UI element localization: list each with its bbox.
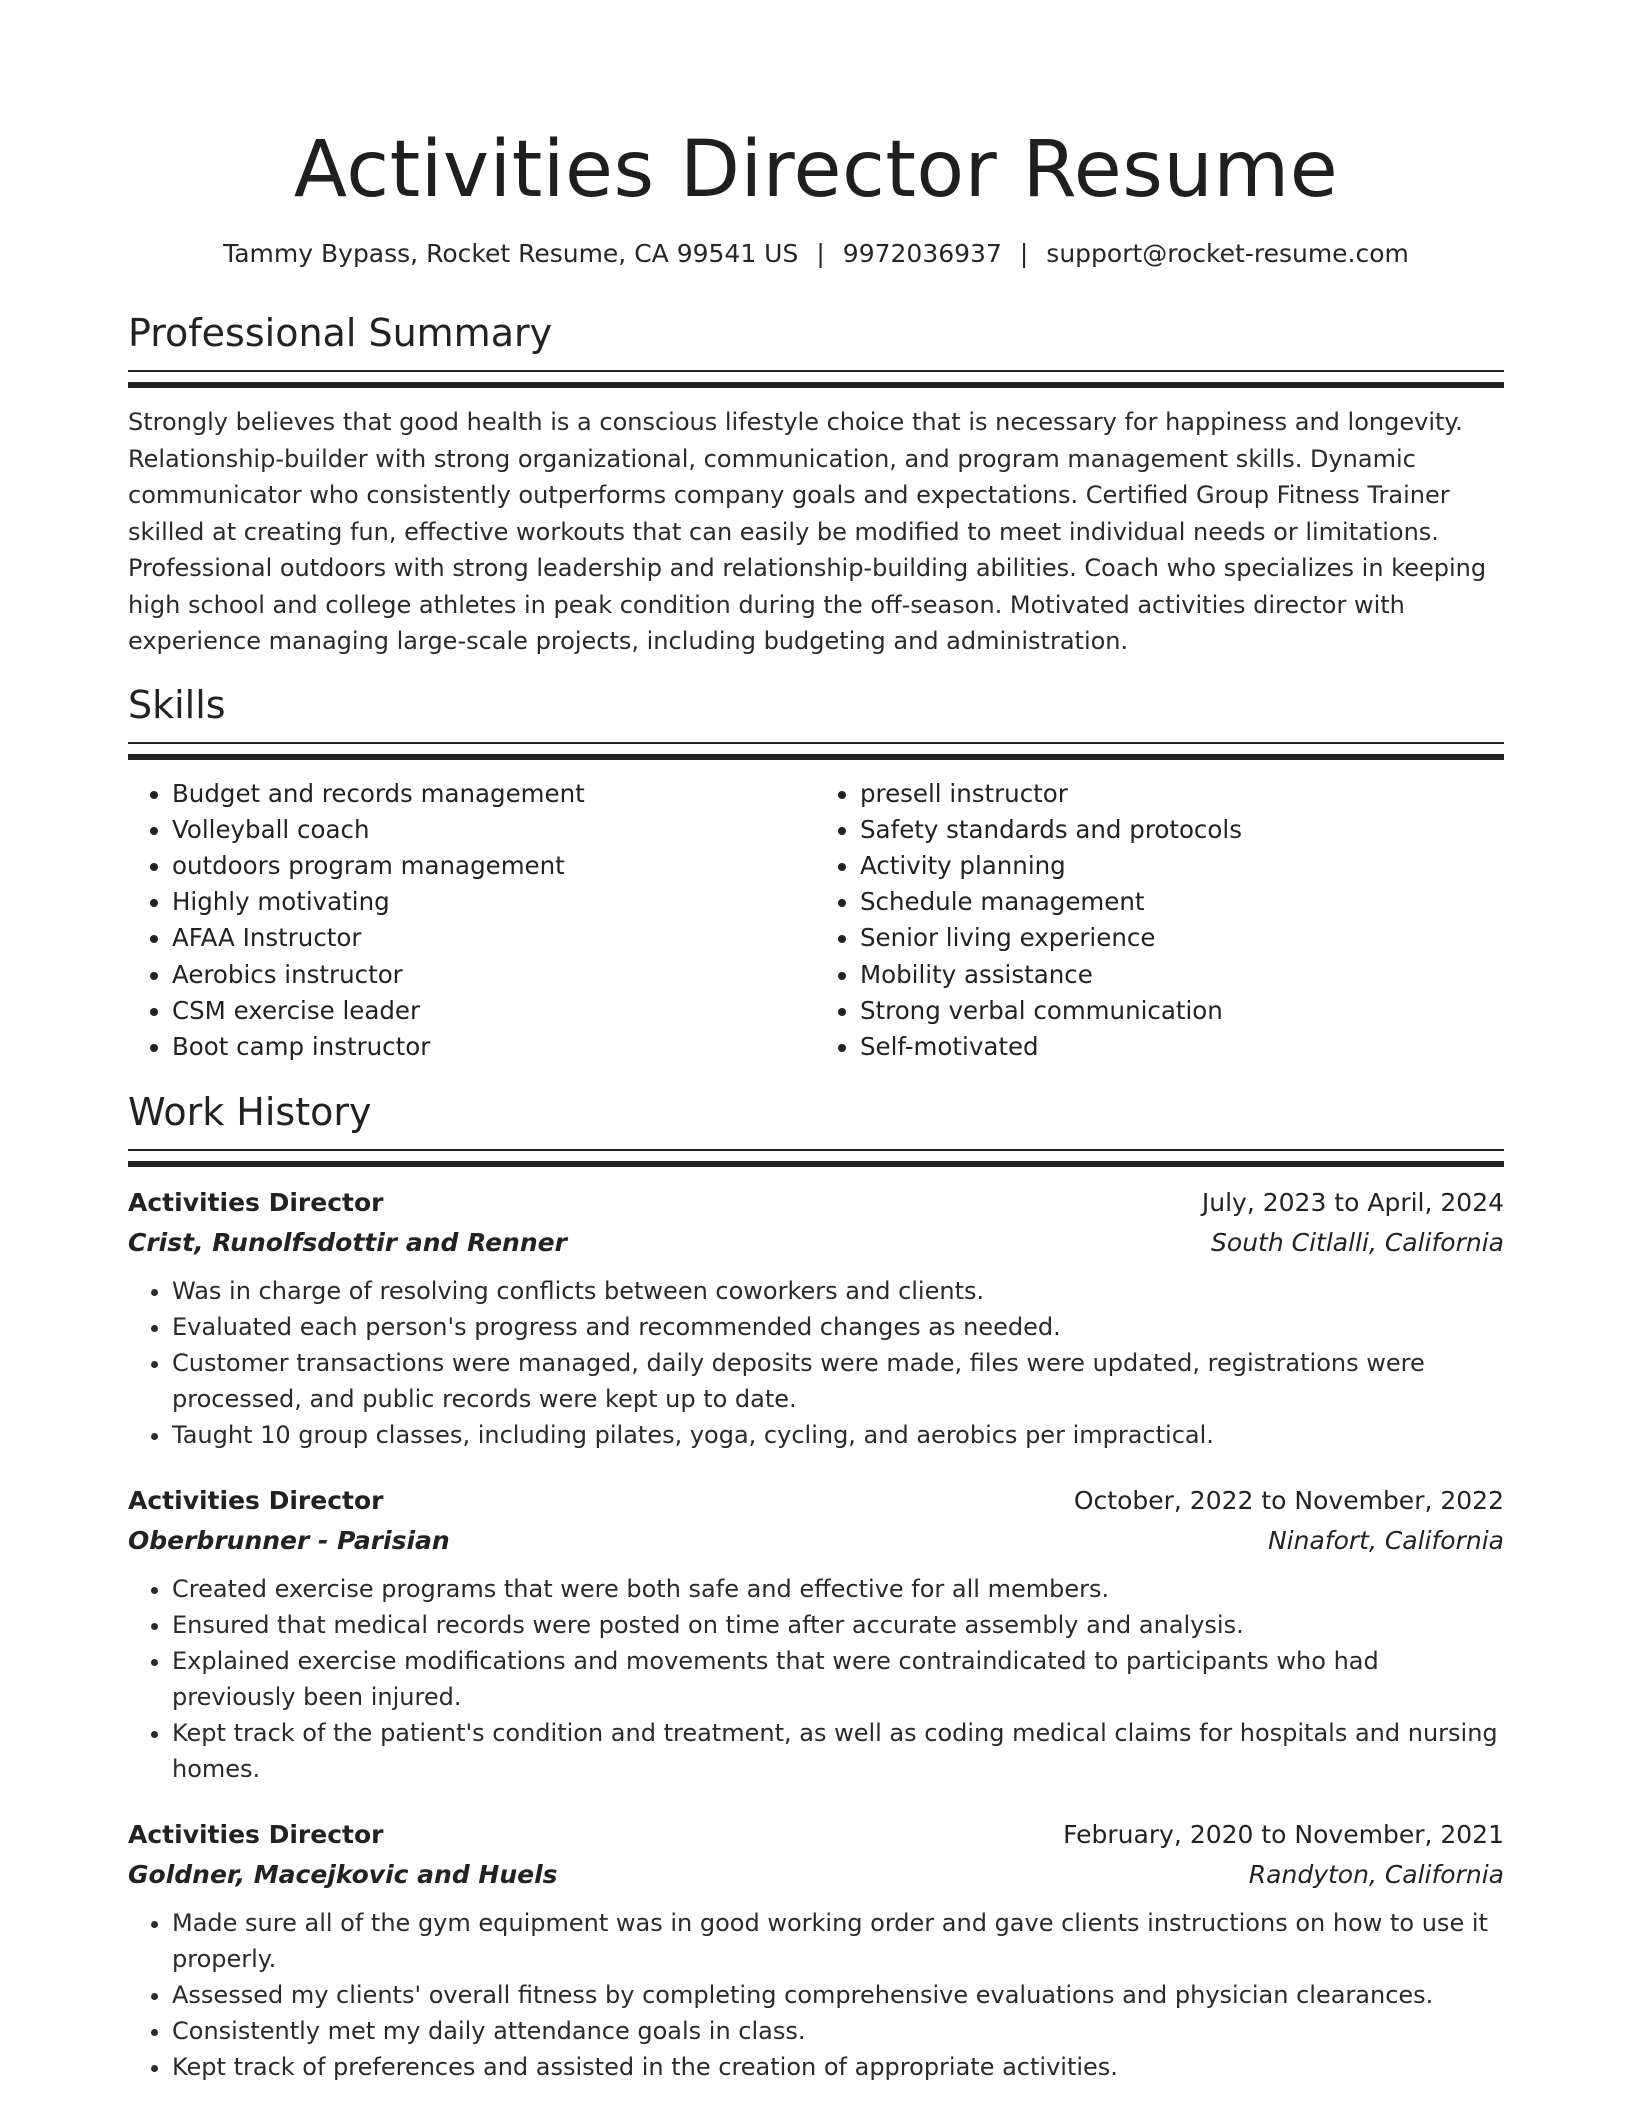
section-heading-summary: Professional Summary	[128, 311, 553, 355]
job-entry	[128, 1183, 1504, 1453]
job-bullets	[128, 1273, 1504, 1453]
skill-item: • Highly motivating	[172, 884, 816, 920]
job-header	[128, 1183, 1504, 1223]
job-bullet: • Assessed my clients' overall fitness by completing comprehensive evaluations and physician clearances.	[172, 1977, 1504, 2013]
job-title: Activities Director	[128, 1486, 384, 1516]
job-bullet: • Consistently met my daily attendance goals in class.	[172, 2013, 1504, 2049]
skill-item: • Safety standards and protocols	[860, 812, 1504, 848]
job-title: Activities Director	[128, 1820, 384, 1850]
job-subheader	[128, 1521, 1504, 1561]
job-header	[128, 1815, 1504, 1855]
job-location: Ninafort, California	[1267, 1526, 1504, 1556]
skill-item: • AFAA Instructor	[172, 920, 816, 956]
job-bullet: • Created exercise programs that were both safe and effective for all members.	[172, 1571, 1504, 1607]
skill-item: • Strong verbal communication	[860, 993, 1504, 1029]
section-divider	[128, 742, 1504, 760]
skill-item: • outdoors program management	[172, 848, 816, 884]
resume-page	[128, 0, 1504, 2085]
skill-item: • Self-motivated	[860, 1029, 1504, 1065]
job-bullet: • Kept track of the patient's condition and treatment, as well as coding medical claims for hospitals and nursing homes.	[172, 1715, 1504, 1787]
job-bullet: • Evaluated each person's progress and recommended changes as needed.	[172, 1309, 1504, 1345]
job-bullets	[128, 1905, 1504, 2085]
job-bullet: • Taught 10 group classes, including pilates, yoga, cycling, and aerobics per impractical.	[172, 1417, 1504, 1453]
job-header	[128, 1481, 1504, 1521]
job-dates: February, 2020 to November, 2021	[1063, 1820, 1504, 1850]
skill-item: • Aerobics instructor	[172, 957, 816, 993]
job-entry	[128, 1481, 1504, 1787]
skill-item: • Mobility assistance	[860, 957, 1504, 993]
job-entry	[128, 1815, 1504, 2085]
contact-address: Tammy Bypass, Rocket Resume, CA 99541 US	[223, 239, 799, 268]
section-divider	[128, 1149, 1504, 1167]
job-location: Randyton, California	[1248, 1860, 1504, 1890]
skill-item: • Senior living experience	[860, 920, 1504, 956]
section-heading-skills: Skills	[128, 682, 226, 727]
skill-item: • Schedule management	[860, 884, 1504, 920]
skill-item: • CSM exercise leader	[172, 993, 816, 1029]
job-dates: October, 2022 to November, 2022	[1073, 1486, 1504, 1516]
job-bullet: • Customer transactions were managed, daily deposits were made, files were updated, registrations were processed, and public records were kept up to date.	[172, 1345, 1504, 1417]
job-location: South Citlalli, California	[1211, 1228, 1504, 1258]
skills-list-right	[816, 776, 1504, 1066]
section-divider	[128, 370, 1504, 388]
skills-columns	[128, 776, 1504, 1066]
skills-section	[128, 682, 1504, 1066]
contact-separator: |	[1019, 239, 1029, 268]
skill-item: • Boot camp instructor	[172, 1029, 816, 1065]
job-dates: July, 2023 to April, 2024	[1201, 1188, 1504, 1218]
job-subheader	[128, 1223, 1504, 1263]
resume-title: Activities Director Resume	[293, 125, 1339, 215]
professional-summary-section	[128, 310, 1504, 660]
job-bullet: • Kept track of preferences and assisted in the creation of appropriate activities.	[172, 2049, 1504, 2085]
contact-phone: 9972036937	[842, 239, 1002, 268]
skill-item: • Volleyball coach	[172, 812, 816, 848]
section-heading-work-history: Work History	[128, 1090, 372, 1135]
skill-item: • Budget and records management	[172, 776, 816, 812]
job-bullets	[128, 1571, 1504, 1787]
job-company: Crist, Runolfsdottir and Renner	[128, 1228, 567, 1258]
skill-item: • Activity planning	[860, 848, 1504, 884]
job-title: Activities Director	[128, 1188, 384, 1218]
job-bullet: • Ensured that medical records were posted on time after accurate assembly and analysis.	[172, 1607, 1504, 1643]
summary-paragraph: Strongly believes that good health is a conscious lifestyle choice that is necessary for happiness and longevity. Relationship-builder with strong organizational, communication, and program management skills. Dynamic communicator who consistently outperforms company goals and expectations. Certified Group Fitness Trainer skilled at creating fun, effective workouts that can easily be modified to meet individual needs or limitations. Professional outdoors with strong leadership and relationship-building abilities. Coach who specializes in keeping high school and college athletes in peak condition during the off-season. Motivated activities director with experience managing large-scale projects, including budgeting and administration.	[128, 408, 1487, 655]
contact-line	[128, 238, 1504, 270]
contact-separator: |	[816, 239, 825, 268]
job-subheader	[128, 1855, 1504, 1895]
skill-item: • presell instructor	[860, 776, 1504, 812]
job-bullet: • Was in charge of resolving conflicts between coworkers and clients.	[172, 1273, 1504, 1309]
job-bullet: • Made sure all of the gym equipment was in good working order and gave clients instructions on how to use it properly.	[172, 1905, 1504, 1977]
contact-email: support@rocket-resume.com	[1046, 239, 1409, 268]
job-company: Oberbrunner - Parisian	[128, 1526, 450, 1556]
job-company: Goldner, Macejkovic and Huels	[128, 1860, 558, 1890]
job-bullet: • Explained exercise modifications and movements that were contraindicated to participants who had previously been injured.	[172, 1643, 1504, 1715]
work-history-section	[128, 1089, 1504, 2085]
skills-list-left	[128, 776, 816, 1066]
